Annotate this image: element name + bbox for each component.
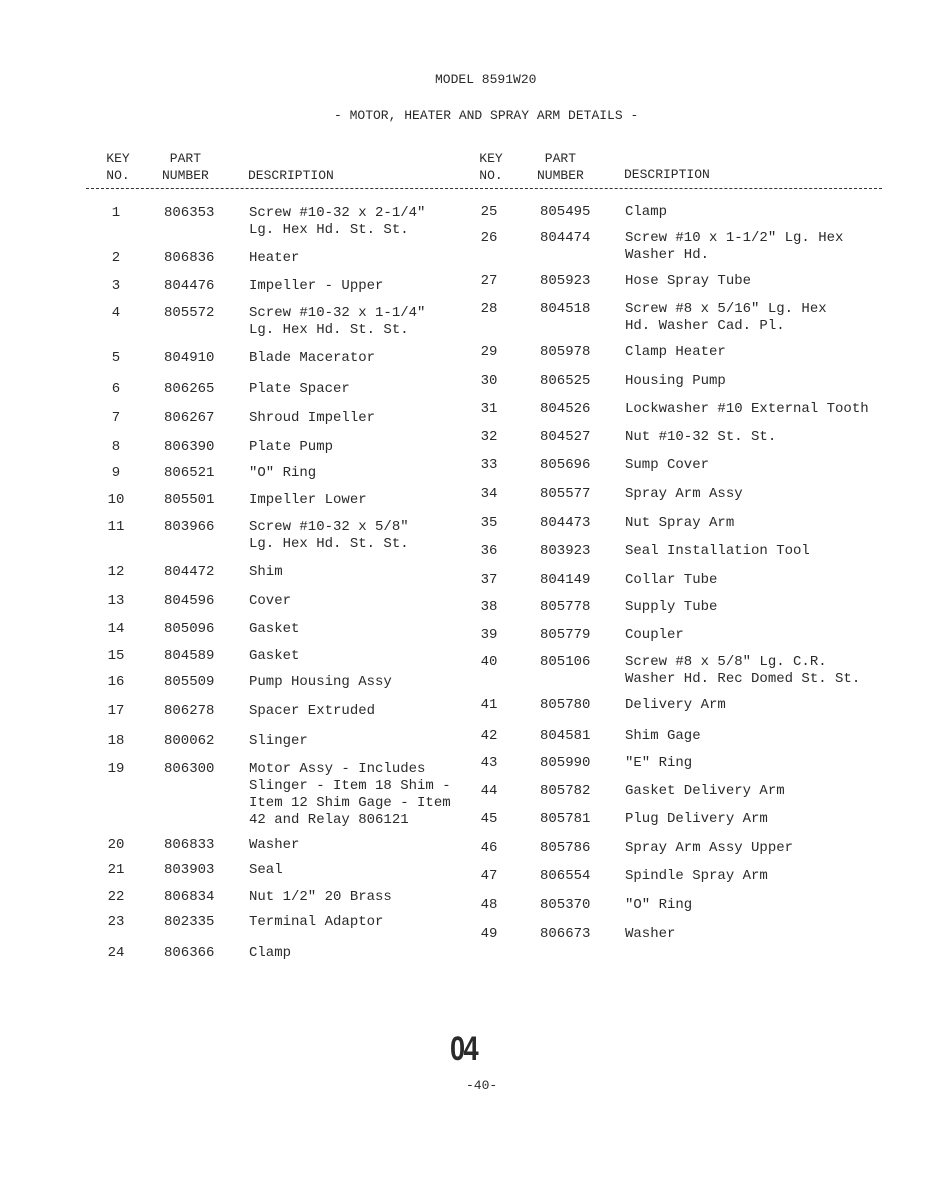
col-header-key-right: KEY NO. (479, 151, 503, 183)
part-number: 805495 (540, 204, 591, 220)
key-number: 19 (107, 761, 125, 777)
part-number: 803903 (164, 862, 215, 878)
part-description: Clamp Heater (625, 344, 726, 360)
part-description: Delivery Arm (625, 697, 726, 713)
part-description: Hose Spray Tube (625, 273, 752, 289)
part-number: 806267 (164, 410, 215, 426)
part-description: Lockwasher #10 External Tooth (625, 401, 869, 417)
key-number: 3 (111, 278, 121, 294)
part-description: Impeller - Upper (249, 278, 384, 294)
part-number: 804910 (164, 350, 215, 366)
col-header-part-right: PART NUMBER (537, 151, 584, 183)
key-number: 18 (107, 733, 125, 749)
part-description: Seal Installation Tool (625, 543, 810, 559)
part-number: 805106 (540, 654, 591, 670)
part-description: Sump Cover (625, 457, 710, 473)
part-description: Terminal Adaptor (249, 914, 384, 930)
part-number: 806673 (540, 926, 591, 942)
part-number: 806278 (164, 703, 215, 719)
part-number: 805780 (540, 697, 591, 713)
key-number: 8 (111, 439, 121, 455)
part-number: 805786 (540, 840, 591, 856)
part-number: 803923 (540, 543, 591, 559)
part-number: 805978 (540, 344, 591, 360)
key-number: 15 (107, 648, 125, 664)
key-number: 47 (480, 868, 498, 884)
key-number: 33 (480, 457, 498, 473)
part-number: 804518 (540, 301, 591, 317)
key-number: 23 (107, 914, 125, 930)
part-number: 806265 (164, 381, 215, 397)
part-description: Cover (249, 593, 292, 609)
page-mark: 04 (450, 1030, 478, 1068)
key-number: 12 (107, 564, 125, 580)
part-description: Shim (249, 564, 283, 580)
part-number: 805370 (540, 897, 591, 913)
part-description: Screw #10-32 x 1-1/4" Lg. Hex Hd. St. St. (249, 305, 426, 338)
key-number: 1 (111, 205, 121, 221)
part-number: 802335 (164, 914, 215, 930)
key-number: 45 (480, 811, 498, 827)
key-number: 41 (480, 697, 498, 713)
part-number: 804527 (540, 429, 591, 445)
part-description: Washer (625, 926, 676, 942)
part-number: 806353 (164, 205, 215, 221)
part-description: Collar Tube (625, 572, 718, 588)
part-description: Plug Delivery Arm (625, 811, 768, 827)
key-number: 29 (480, 344, 498, 360)
key-number: 22 (107, 889, 125, 905)
part-description: Screw #10 x 1-1/2" Lg. Hex Washer Hd. (625, 230, 844, 263)
key-number: 39 (480, 627, 498, 643)
part-number: 806366 (164, 945, 215, 961)
part-description: Nut 1/2" 20 Brass (249, 889, 392, 905)
key-number: 46 (480, 840, 498, 856)
part-number: 805696 (540, 457, 591, 473)
key-number: 37 (480, 572, 498, 588)
part-number: 804474 (540, 230, 591, 246)
key-number: 30 (480, 373, 498, 389)
part-description: Spray Arm Assy (625, 486, 743, 502)
key-number: 4 (111, 305, 121, 321)
part-number: 806300 (164, 761, 215, 777)
key-number: 31 (480, 401, 498, 417)
key-number: 7 (111, 410, 121, 426)
part-number: 805779 (540, 627, 591, 643)
part-description: Washer (249, 837, 300, 853)
key-number: 24 (107, 945, 125, 961)
part-number: 806836 (164, 250, 215, 266)
part-number: 805577 (540, 486, 591, 502)
col-header-part-left: PART NUMBER (162, 151, 209, 183)
key-number: 17 (107, 703, 125, 719)
key-number: 14 (107, 621, 125, 637)
page-number: -40- (466, 1078, 498, 1093)
part-description: Plate Pump (249, 439, 334, 455)
key-number: 10 (107, 492, 125, 508)
key-number: 26 (480, 230, 498, 246)
part-description: Screw #8 x 5/16" Lg. Hex Hd. Washer Cad. Pl. (625, 301, 827, 334)
part-description: Clamp (625, 204, 668, 220)
part-number: 804581 (540, 728, 591, 744)
key-number: 34 (480, 486, 498, 502)
part-number: 806833 (164, 837, 215, 853)
part-number: 805778 (540, 599, 591, 615)
key-number: 13 (107, 593, 125, 609)
part-description: Spray Arm Assy Upper (625, 840, 794, 856)
part-description: Housing Pump (625, 373, 726, 389)
part-number: 804473 (540, 515, 591, 531)
key-number: 49 (480, 926, 498, 942)
part-description: Plate Spacer (249, 381, 350, 397)
part-description: Motor Assy - Includes Slinger - Item 18 Shim - Item 12 Shim Gage - Item 42 and Relay 806121 (249, 761, 451, 828)
part-description: Spacer Extruded (249, 703, 376, 719)
part-description: Clamp (249, 945, 292, 961)
key-number: 32 (480, 429, 498, 445)
part-number: 805781 (540, 811, 591, 827)
key-number: 20 (107, 837, 125, 853)
key-number: 9 (111, 465, 121, 481)
key-number: 36 (480, 543, 498, 559)
part-number: 806834 (164, 889, 215, 905)
part-number: 805923 (540, 273, 591, 289)
part-number: 805782 (540, 783, 591, 799)
part-number: 805501 (164, 492, 215, 508)
part-number: 804526 (540, 401, 591, 417)
part-number: 806390 (164, 439, 215, 455)
part-description: Blade Macerator (249, 350, 376, 366)
part-number: 806554 (540, 868, 591, 884)
part-number: 804472 (164, 564, 215, 580)
key-number: 43 (480, 755, 498, 771)
part-description: Gasket Delivery Arm (625, 783, 785, 799)
part-description: Slinger (249, 733, 308, 749)
part-description: Spindle Spray Arm (625, 868, 768, 884)
part-number: 805509 (164, 674, 215, 690)
key-number: 28 (480, 301, 498, 317)
key-number: 11 (107, 519, 125, 535)
part-description: Impeller Lower (249, 492, 367, 508)
part-description: Screw #10-32 x 5/8" Lg. Hex Hd. St. St. (249, 519, 409, 552)
key-number: 6 (111, 381, 121, 397)
part-description: "O" Ring (249, 465, 317, 481)
key-number: 48 (480, 897, 498, 913)
key-number: 5 (111, 350, 121, 366)
part-description: Shroud Impeller (249, 410, 376, 426)
part-description: Seal (249, 862, 283, 878)
part-number: 800062 (164, 733, 215, 749)
part-number: 804149 (540, 572, 591, 588)
col-header-desc-right: DESCRIPTION (624, 167, 710, 182)
part-description: Supply Tube (625, 599, 718, 615)
key-number: 40 (480, 654, 498, 670)
part-number: 805096 (164, 621, 215, 637)
part-description: Gasket (249, 621, 300, 637)
part-number: 806521 (164, 465, 215, 481)
section-title: - MOTOR, HEATER AND SPRAY ARM DETAILS - (334, 108, 639, 123)
part-description: Gasket (249, 648, 300, 664)
key-number: 2 (111, 250, 121, 266)
key-number: 38 (480, 599, 498, 615)
key-number: 21 (107, 862, 125, 878)
part-number: 804589 (164, 648, 215, 664)
part-description: Heater (249, 250, 300, 266)
header-divider (86, 188, 882, 189)
part-description: "O" Ring (625, 897, 693, 913)
part-description: Shim Gage (625, 728, 701, 744)
part-description: Screw #8 x 5/8" Lg. C.R. Washer Hd. Rec Domed St. St. (625, 654, 861, 687)
part-number: 805990 (540, 755, 591, 771)
part-number: 804476 (164, 278, 215, 294)
key-number: 44 (480, 783, 498, 799)
part-number: 806525 (540, 373, 591, 389)
part-number: 803966 (164, 519, 215, 535)
part-number: 804596 (164, 593, 215, 609)
model-number: MODEL 8591W20 (435, 72, 537, 87)
key-number: 27 (480, 273, 498, 289)
part-description: Coupler (625, 627, 684, 643)
key-number: 16 (107, 674, 125, 690)
key-number: 42 (480, 728, 498, 744)
key-number: 25 (480, 204, 498, 220)
part-description: Screw #10-32 x 2-1/4" Lg. Hex Hd. St. St. (249, 205, 426, 238)
part-number: 805572 (164, 305, 215, 321)
part-description: "E" Ring (625, 755, 693, 771)
part-description: Nut Spray Arm (625, 515, 735, 531)
col-header-key-left: KEY NO. (106, 151, 130, 183)
col-header-desc-left: DESCRIPTION (248, 168, 334, 183)
part-description: Pump Housing Assy (249, 674, 392, 690)
key-number: 35 (480, 515, 498, 531)
part-description: Nut #10-32 St. St. (625, 429, 777, 445)
